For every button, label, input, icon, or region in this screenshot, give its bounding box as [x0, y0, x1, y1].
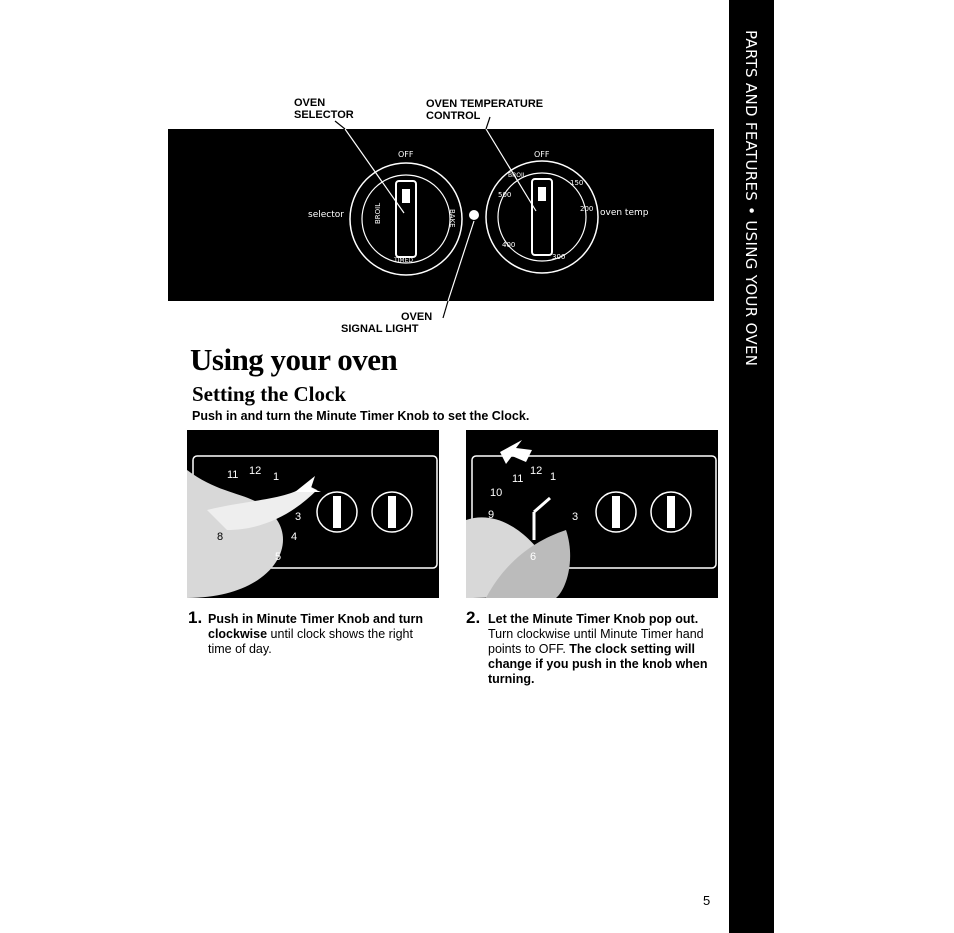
clock-number: 1: [550, 471, 557, 483]
selector-mark-bake: BAKE: [448, 209, 456, 228]
callout-light-line2: SIGNAL LIGHT: [341, 323, 419, 335]
rotate-arrow-icon: [500, 440, 532, 464]
clock-number: 8: [217, 531, 224, 543]
photo-step-2: [466, 430, 718, 598]
step-2-number: 2.: [466, 608, 481, 627]
clock-number: 9: [488, 509, 495, 521]
section-intro: Push in and turn the Minute Timer Knob to set the Clock.: [192, 409, 530, 423]
temp-mark-broil: BROIL: [508, 172, 527, 179]
selector-off-label: OFF: [398, 150, 414, 159]
temp-mark-400: 400: [502, 241, 516, 249]
temp-mark-300: 300: [552, 253, 566, 261]
clock-number: 11: [512, 473, 524, 485]
step-2-text: [488, 612, 716, 687]
temp-mark-500: 500: [498, 191, 512, 199]
callout-light-line1: OVEN: [401, 311, 433, 323]
arrow-icon: [295, 476, 321, 492]
clock-number: 1: [273, 471, 280, 483]
clock-number: 4: [291, 531, 298, 543]
clock-number: 3: [295, 511, 302, 523]
callout-selector-line1: OVEN: [294, 97, 326, 109]
step-1-bold: Push in Minute Timer Knob and turn clockwise: [208, 612, 424, 641]
clock-number: 10: [490, 487, 503, 499]
callout-temp-line1: OVEN TEMPERATURE: [426, 98, 544, 110]
callout-oven-signal-light: [341, 311, 433, 335]
step-2-bold-note: The clock setting will change if you push in the knob when turning.: [488, 642, 708, 686]
clock-number: 5: [275, 551, 282, 563]
clock-number: 12: [530, 465, 543, 477]
temp-mark-150: 150: [570, 179, 584, 187]
callout-selector-line2: SELECTOR: [294, 109, 354, 121]
step-2-bold: Let the Minute Timer Knob pop out.: [488, 612, 699, 626]
step-1-text: [208, 612, 433, 657]
section-title: Setting the Clock: [192, 382, 346, 406]
panel-label-oven-temp: oven temp: [600, 208, 649, 218]
page-number: 5: [703, 893, 711, 908]
step-2-body: Turn clockwise until Minute Timer hand points to OFF.: [488, 627, 704, 656]
clock-number: 11: [227, 469, 239, 481]
clock-number: 3: [572, 511, 579, 523]
step-1-body: until clock shows the right time of day.: [208, 627, 413, 656]
page-title: Using your oven: [190, 342, 398, 377]
selector-mark-broil: BROIL: [374, 202, 382, 224]
photo-step-1: [187, 430, 439, 598]
callout-temp-line2: CONTROL: [426, 110, 481, 122]
clock-number: 12: [249, 465, 262, 477]
panel-label-selector: selector: [308, 210, 344, 220]
step-1-number: 1.: [188, 608, 203, 627]
sidebar-title: PARTS AND FEATURES • USING YOUR OVEN: [742, 30, 760, 367]
selector-mark-timed: TIMED: [394, 257, 414, 264]
temp-mark-200: 200: [580, 205, 594, 213]
clock-number: 6: [530, 551, 537, 563]
temp-off-label: OFF: [534, 150, 550, 159]
